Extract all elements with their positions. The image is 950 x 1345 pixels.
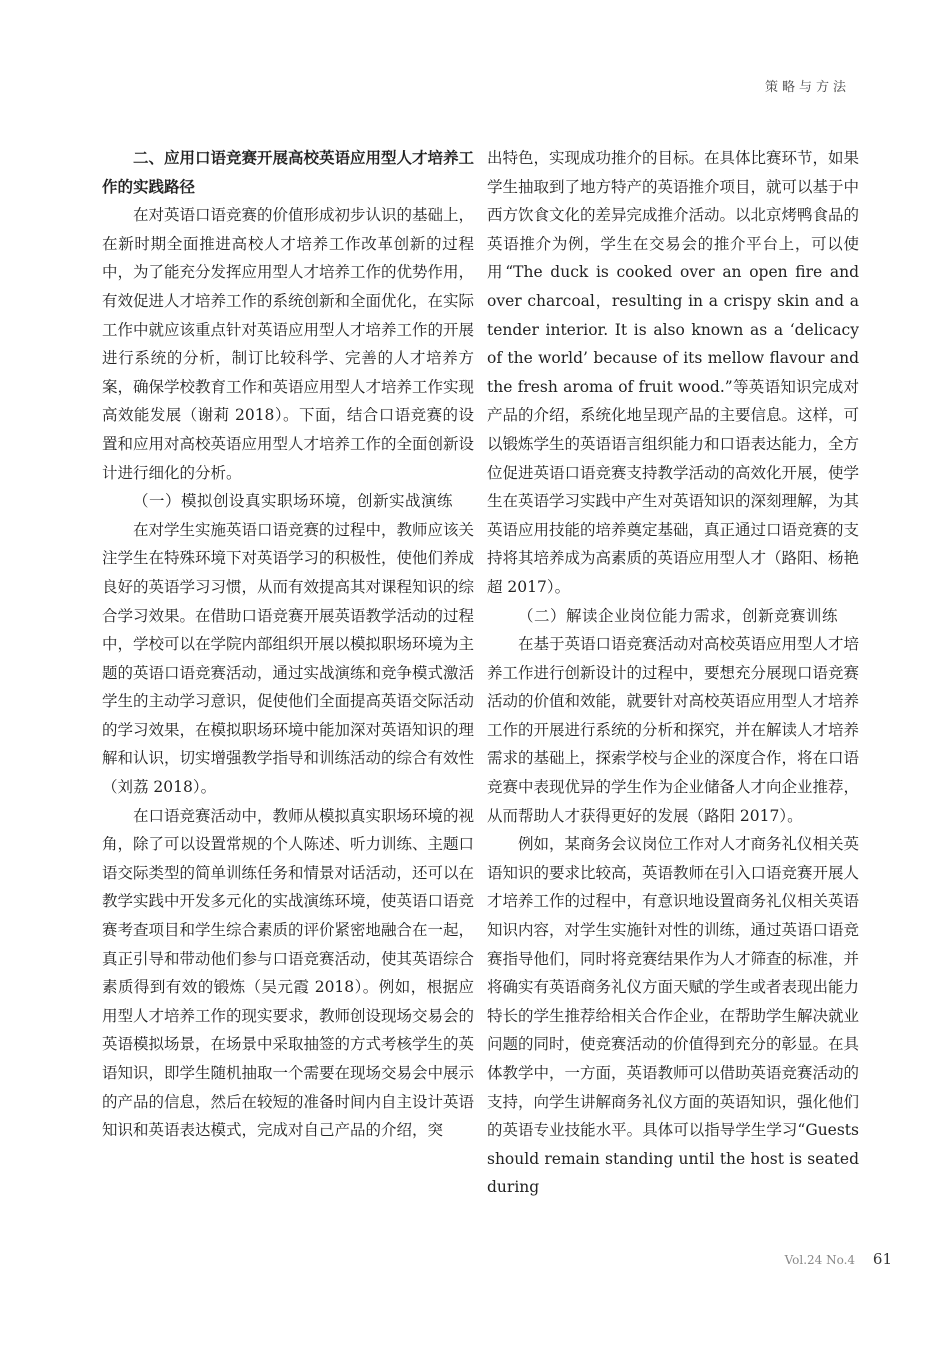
paragraph: 在对学生实施英语口语竞赛的过程中，教师应该关注学生在特殊环境下对英语学习的积极性，使他们养成良好的英语学习习惯，从而有效提高其对课程知识的综合学习效果。在借助口语竞赛开展英语教学活动的过程中，学校可以在学院内部组织开展以模拟职场环境为主题的英语口语竞赛活动，通过实战演练和竞争模式激活学生的主动学习意识，促使他们全面提高英语交际活动的学习效果，在模拟职场环境中能加深对英语知识的理解和认识，切实增强教学指导和训练活动的综合有效性（刘荔 2018）。 — [102, 520, 475, 797]
running-header: 策略与方法 — [764, 80, 850, 95]
left-column — [102, 144, 474, 1145]
paragraph: 例如，某商务会议岗位工作对人才商务礼仪相关英语知识的要求比较高，英语教师在引入口语竞赛开展人才培养工作的过程中，有意识地设置商务礼仪相关英语知识内容，对学生实施针对性的训练，通过英语口语竞赛指导他们，同时将竞赛结果作为人才筛查的标准，并将确实有英语商务礼仪方面天赋的学生或者表现出能力特长的学生推荐给相关合作企业，在帮助学生解决就业问题的同时，使竞赛活动的价值得到充分的彰显。在具体教学中，一方面，英语教师可以借助英语竞赛活动的支持，向学生讲解商务礼仪方面的英语知识，强化他们的英语专业技能水平。具体可以指导学生学习“Guests should remain standing until the host is seated during — [487, 835, 860, 1197]
page-footer — [785, 1250, 892, 1268]
section-heading: 二、应用口语竞赛开展高校英语应用型人才培养工作的实践路径 — [102, 149, 475, 196]
subsection-heading: （二）解读企业岗位能力需求，创新竞赛训练 — [518, 606, 839, 625]
volume-label: Vol.24 No.4 — [784, 1253, 856, 1267]
paragraph: 在对英语口语竞赛的价值形成初步认识的基础上，在新时期全面推进高校人才培养工作改革创新的过程中，为了能充分发挥应用型人才培养工作的优势作用，有效促进人才培养工作的系统创新和全面优化，在实际工作中就应该重点针对英语应用型人才培养工作的开展进行系统的分析，制订比较科学、完善的人才培养方案，确保学校教育工作和英语应用型人才培养工作实现高效能发展（谢莉 2018）。下面，结合口语竞赛的设置和应用对高校英语应用型人才培养工作的全面创新设计进行细化的分析。 — [102, 206, 475, 482]
subsection-heading: （一）模拟创设真实职场环境，创新实战演练 — [133, 492, 454, 511]
page-number: 61 — [872, 1250, 892, 1268]
paragraph: 出特色，实现成功推介的目标。在具体比赛环节，如果学生抽取到了地方特产的英语推介项目，就可以基于中西方饮食文化的差异完成推介活动。以北京烤鸭食品的英语推介为例，学生在交易会的推介平台上，可以使用“The duck is cooked over an open fire and over charcoal，resulting in a crispy skin and a tender interior. It is also known as a ‘delicacy of the world’ because of its mellow flavour and the fresh aroma of fruit wood.”等英语知识完成对产品的介绍，系统化地呈现产品的主要信息。这样，可以锻炼学生的英语语言组织能力和口语表达能力，全方位促进英语口语竞赛支持教学活动的高效化开展，使学生在英语学习实践中产生对英语知识的深刻理解，为其英语应用技能的培养奠定基础，真正通过口语竞赛的支持将其培养成为高素质的英语应用型人才（路阳、杨艳超 2017）。 — [487, 149, 860, 596]
paragraph: 在基于英语口语竞赛活动对高校英语应用型人才培养工作进行创新设计的过程中，要想充分展现口语竞赛活动的价值和效能，就要针对高校英语应用型人才培养工作的开展进行系统的分析和探究，并在解读人才培养需求的基础上，探索学校与企业的深度合作，将在口语竞赛中表现优异的学生作为企业储备人才向企业推荐，从而帮助人才获得更好的发展（路阳 2017）。 — [487, 635, 860, 825]
right-column — [487, 144, 859, 1202]
paragraph: 在口语竞赛活动中，教师从模拟真实职场环境的视角，除了可以设置常规的个人陈述、听力训练、主题口语交际类型的简单训练任务和情景对话活动，还可以在教学实践中开发多元化的实战演练环境，使英语口语竞赛考查项目和学生综合素质的评价紧密地融合在一起，真正引导和带动他们参与口语竞赛活动，使其英语综合素质得到有效的锻炼（吴元霞 2018）。例如，根据应用型人才培养工作的现实要求，教师创设现场交易会的英语模拟场景，在场景中采取抽签的方式考核学生的英语知识，即学生随机抽取一个需要在现场交易会中展示的产品的信息，然后在较短的准备时间内自主设计英语知识和英语表达模式，完成对自己产品的介绍，突 — [102, 806, 475, 1140]
